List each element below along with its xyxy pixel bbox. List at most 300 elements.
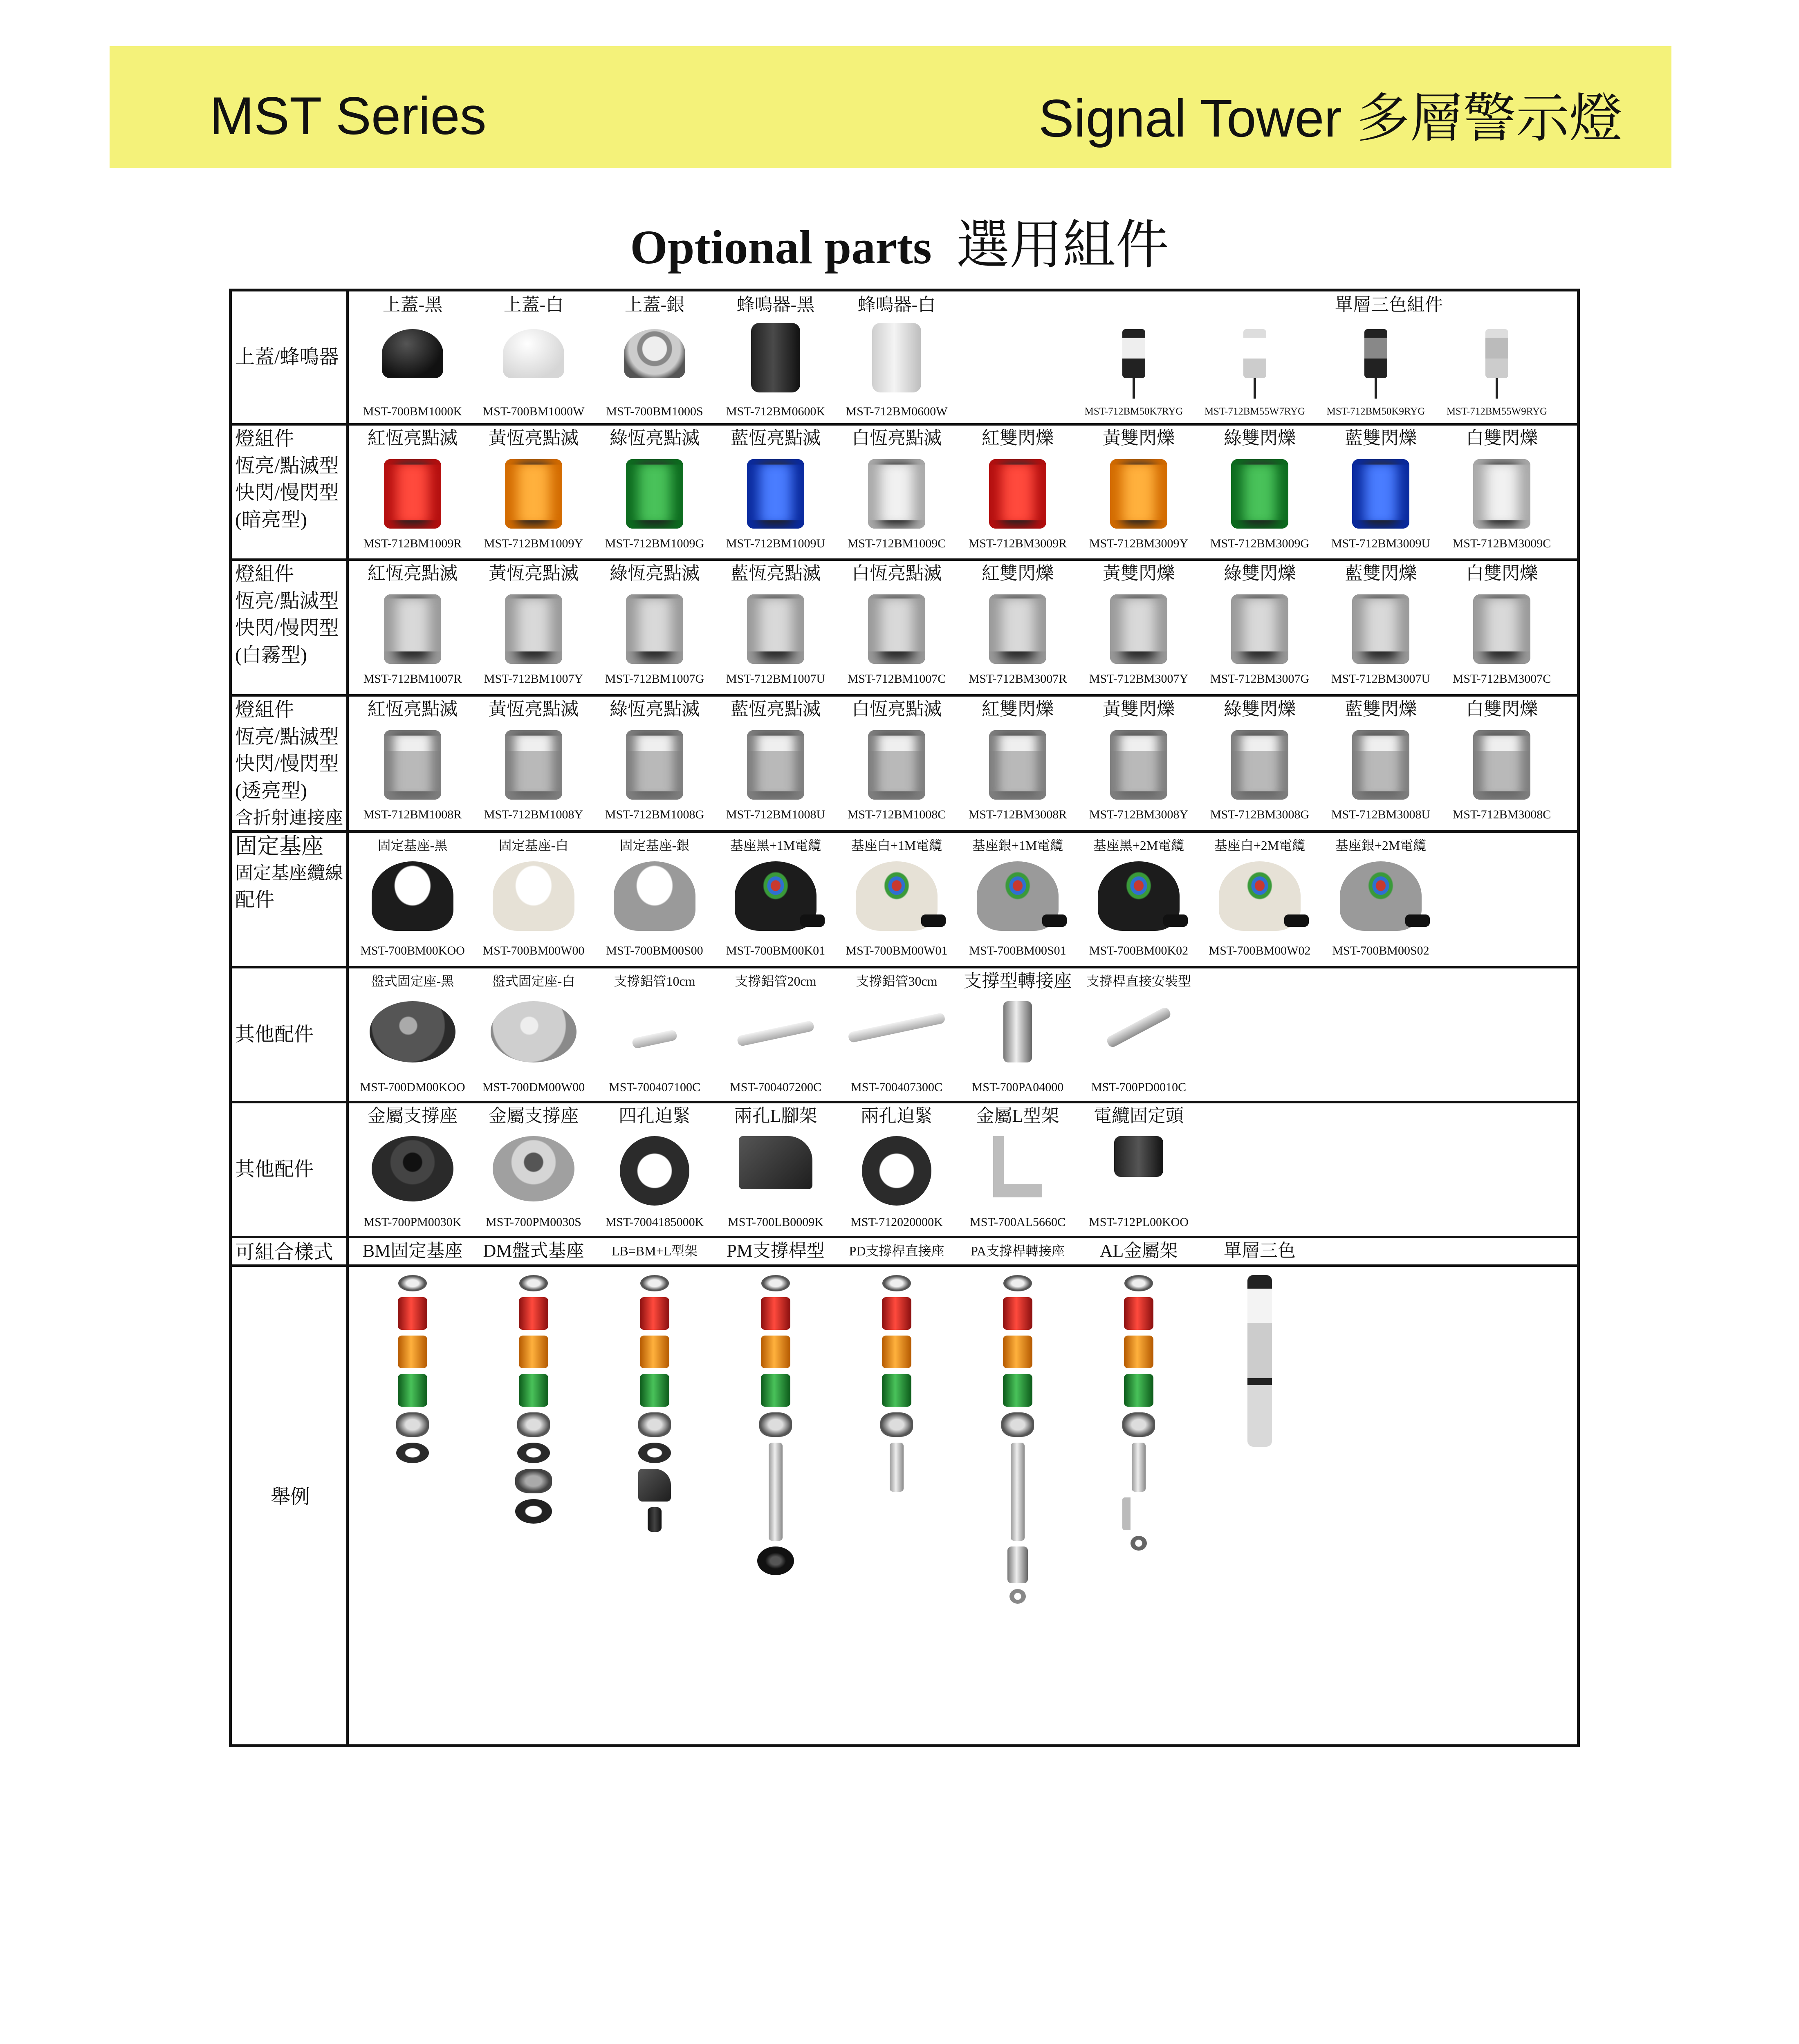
lamp-part	[474, 697, 593, 827]
assembly-layer	[396, 1412, 429, 1437]
lamp-part	[1442, 697, 1561, 827]
part-name: 盤式固定座-黑	[371, 974, 454, 988]
assembly-layer	[1003, 1297, 1032, 1330]
row-base	[232, 833, 1577, 966]
part-single-tier-1	[1074, 292, 1193, 422]
row-example	[232, 1267, 1577, 1744]
row-label-line: 燈組件	[235, 563, 294, 585]
lamp-part	[1200, 426, 1319, 556]
buzzer-black-image	[751, 323, 800, 392]
lamp-image	[505, 594, 562, 664]
part-code: MST-712BM50K9RYG	[1326, 406, 1425, 417]
part-name: 金屬L型架	[976, 1106, 1059, 1126]
part-name: 基座黑+2M電纜	[1093, 838, 1184, 853]
accessory-image	[620, 1136, 689, 1206]
accessory-image	[370, 1001, 455, 1062]
part-code: MST-712BM0600K	[726, 405, 825, 418]
part-single-tier-3	[1316, 292, 1436, 422]
part-code: MST-712BM3007C	[1452, 672, 1551, 686]
cap-silver-image	[624, 329, 685, 378]
part-code: MST-712BM3008U	[1331, 808, 1431, 821]
part-name: 藍恆亮點滅	[731, 428, 821, 448]
row-label-line: 含折射連接座	[235, 808, 343, 828]
part-code: MST-700DM00KOO	[360, 1080, 465, 1094]
example-assembly	[1122, 1275, 1155, 1551]
lamp-part	[1321, 426, 1440, 556]
row-label-line: 固定基座纜線	[235, 863, 343, 883]
part-cap-black	[353, 292, 472, 422]
assembly-layer	[640, 1275, 669, 1291]
part-name: 藍恆亮點滅	[731, 563, 821, 583]
combo-label: PD支撐桿直接座	[849, 1244, 944, 1258]
part-name: 綠恆亮點滅	[610, 428, 700, 448]
series-title: MST Series	[210, 86, 487, 146]
part-code: MST-712BM3007G	[1210, 672, 1310, 686]
part-code: MST-712PL00KOO	[1089, 1215, 1189, 1229]
lamp-part	[474, 561, 593, 692]
assembly-layer	[1124, 1374, 1153, 1407]
base-part	[837, 833, 956, 964]
part-name: 基座黑+1M電纜	[730, 838, 821, 853]
part-code: MST-712BM3009C	[1452, 537, 1551, 550]
part-code: MST-700BM00W02	[1209, 944, 1311, 957]
accessory-part	[958, 968, 1077, 1099]
buzzer-white-image	[872, 323, 921, 392]
assembly-layer	[396, 1443, 429, 1463]
part-code: MST-712BM1008U	[726, 808, 825, 821]
part-name: 白恆亮點滅	[852, 699, 942, 719]
row-label-line: 快閃/慢閃型	[235, 753, 339, 775]
example-assembly	[515, 1275, 552, 1524]
assembly-layer	[769, 1443, 783, 1541]
assembly-layer	[1003, 1374, 1032, 1407]
part-name: 基座白+2M電纜	[1214, 838, 1306, 853]
row-label: 其他配件	[235, 1159, 314, 1180]
row-combo	[232, 1238, 1577, 1264]
assembly-layer	[398, 1336, 427, 1368]
accessory-image	[372, 1136, 453, 1201]
part-name: 黃恆亮點滅	[489, 563, 579, 583]
assembly-layer	[1003, 1275, 1032, 1291]
base-part	[353, 833, 472, 964]
lamp-part	[353, 561, 472, 692]
part-code: MST-700PA04000	[971, 1080, 1064, 1094]
part-name: 黃雙閃爍	[1103, 563, 1175, 583]
part-name: 綠雙閃爍	[1224, 563, 1296, 583]
part-code: MST-700BM00S02	[1332, 944, 1429, 957]
part-buzzer-black	[716, 292, 835, 422]
part-code: MST-712BM3008C	[1452, 808, 1551, 821]
row-label: 上蓋/蜂鳴器	[235, 346, 339, 368]
accessory-part	[474, 1103, 593, 1234]
part-code: MST-700BM1000W	[482, 405, 585, 418]
accessory-part	[716, 968, 835, 1099]
lamp-part	[474, 426, 593, 556]
part-code: MST-700PM0030K	[363, 1215, 462, 1229]
row-label-line: 固定基座	[235, 834, 323, 858]
base-part	[595, 833, 714, 964]
part-name: 四孔迫緊	[619, 1106, 691, 1126]
cable-image	[800, 914, 825, 927]
assembly-layer	[519, 1374, 548, 1407]
lamp-part	[716, 697, 835, 827]
row-label-line: 恆亮/點滅型	[235, 590, 339, 612]
part-code: MST-700BM00S00	[606, 944, 703, 957]
assembly-layer	[398, 1374, 427, 1407]
cable-image	[1042, 914, 1067, 927]
lamp-part	[353, 426, 472, 556]
assembly-layer	[517, 1412, 550, 1437]
part-name: 白雙閃爍	[1466, 699, 1538, 719]
part-cap-white	[474, 292, 593, 422]
row-label-line: 燈組件	[235, 428, 294, 450]
lamp-image	[1231, 730, 1288, 800]
combo-option	[595, 1238, 714, 1263]
accessory-image	[848, 1012, 946, 1043]
lamp-part	[716, 561, 835, 692]
part-name: 基座銀+2M電纜	[1335, 838, 1427, 853]
part-name: 白恆亮點滅	[852, 563, 942, 583]
single-tier-image	[1364, 329, 1387, 378]
lamp-image	[1352, 730, 1409, 800]
lamp-image	[1473, 730, 1530, 800]
assembly-layer	[638, 1443, 671, 1463]
assembly-layer	[1247, 1275, 1272, 1447]
row-lamp-dark	[232, 426, 1577, 558]
combo-label: PM支撐桿型	[727, 1241, 825, 1261]
row-label-line: 恆亮/點滅型	[235, 726, 339, 748]
part-code: MST-712BM1009C	[847, 537, 946, 550]
accessory-part	[353, 1103, 472, 1234]
part-name: 支撐型轉接座	[964, 971, 1072, 991]
accessory-part	[716, 1103, 835, 1234]
lamp-image	[868, 459, 925, 529]
single-tier-cable	[1133, 378, 1135, 399]
accessory-part	[474, 968, 593, 1099]
part-name: 蜂鳴器-白	[857, 295, 936, 315]
part-name: 固定基座-白	[498, 838, 569, 853]
part-name: 上蓋-白	[503, 295, 564, 315]
part-code: MST-712BM1008R	[363, 808, 462, 821]
part-single-tier-2	[1195, 292, 1314, 422]
combo-option	[1200, 1238, 1319, 1263]
accessory-image	[493, 1136, 574, 1201]
part-name: 電纜固定頭	[1094, 1106, 1184, 1126]
lamp-part	[958, 697, 1077, 827]
lamp-image	[505, 459, 562, 529]
part-code: MST-712BM1007G	[605, 672, 704, 686]
part-name: 基座白+1M電纜	[851, 838, 942, 853]
row-label-line: 快閃/慢閃型	[235, 617, 339, 639]
combo-label: AL金屬架	[1099, 1241, 1178, 1261]
assembly-layer	[882, 1336, 911, 1368]
part-single-tier-4	[1437, 292, 1557, 422]
row-label	[235, 833, 345, 914]
part-name: 黃雙閃爍	[1103, 699, 1175, 719]
accessory-part	[353, 968, 472, 1099]
lamp-part	[837, 561, 956, 692]
part-name: 紅雙閃爍	[982, 428, 1054, 448]
lamp-part	[595, 561, 714, 692]
row-label	[235, 561, 345, 669]
part-name: 黃雙閃爍	[1103, 428, 1175, 448]
part-code: MST-712BM50K7RYG	[1084, 406, 1183, 417]
cable-image	[1284, 914, 1309, 927]
part-code: MST-700BM00K01	[726, 944, 825, 957]
part-name: 兩孔L腳架	[734, 1106, 817, 1126]
part-code: MST-712BM3009U	[1331, 537, 1431, 550]
part-code: MST-712BM3008G	[1210, 808, 1310, 821]
part-code: MST-7004185000K	[605, 1215, 704, 1229]
part-code: MST-712BM1009R	[363, 537, 462, 550]
lamp-image	[868, 730, 925, 800]
part-code: MST-712BM1008Y	[484, 808, 583, 821]
lamp-image	[747, 730, 804, 800]
part-code: MST-712BM1008G	[605, 808, 704, 821]
part-name: 白雙閃爍	[1466, 428, 1538, 448]
assembly-layer	[1001, 1412, 1034, 1437]
part-code: MST-712BM3007R	[968, 672, 1067, 686]
assembly-layer	[761, 1336, 790, 1368]
lamp-part	[595, 426, 714, 556]
lamp-part	[1079, 561, 1198, 692]
group-label-single-tier: 單層三色組件	[1335, 295, 1443, 315]
assembly-layer	[648, 1507, 662, 1532]
parts-table	[229, 289, 1580, 1747]
assembly-layer	[1124, 1297, 1153, 1330]
example-assembly	[880, 1275, 913, 1492]
part-code: MST-712BM3007U	[1331, 672, 1431, 686]
single-tier-image	[1243, 329, 1266, 378]
lamp-image	[1473, 459, 1530, 529]
part-code: MST-712BM3009R	[968, 537, 1067, 550]
assembly-layer	[757, 1546, 794, 1575]
part-name: 金屬支撐座	[489, 1106, 579, 1126]
assembly-layer	[519, 1275, 548, 1291]
example-assembly	[1001, 1275, 1034, 1604]
part-code: MST-700BM00S01	[969, 944, 1066, 957]
lamp-image	[747, 459, 804, 529]
row-label	[235, 697, 345, 831]
lamp-image	[1110, 459, 1167, 529]
lamp-image	[384, 594, 441, 664]
assembly-layer	[1124, 1336, 1153, 1368]
combo-option	[837, 1238, 956, 1263]
cable-image	[1163, 914, 1188, 927]
assembly-layer	[640, 1374, 669, 1407]
lamp-image	[989, 594, 1046, 664]
cable-image	[921, 914, 946, 927]
lamp-image	[1352, 459, 1409, 529]
base-image	[614, 861, 695, 931]
single-tier-cable	[1254, 378, 1256, 399]
assembly-layer	[640, 1297, 669, 1330]
accessory-part	[595, 1103, 714, 1234]
cable-image	[1405, 914, 1430, 927]
accessory-image	[739, 1136, 812, 1189]
lamp-image	[1231, 594, 1288, 664]
part-name: 藍恆亮點滅	[731, 699, 821, 719]
part-code: MST-712BM1009G	[605, 537, 704, 550]
row-label: 舉例	[270, 1486, 310, 1508]
part-code: MST-700BM00W01	[846, 944, 948, 957]
accessory-image	[736, 1020, 814, 1047]
lamp-image	[384, 730, 441, 800]
part-name: 綠雙閃爍	[1224, 428, 1296, 448]
cap-white-image	[503, 329, 564, 378]
part-code: MST-712BM3009Y	[1089, 537, 1189, 550]
row-lamp-clear	[232, 697, 1577, 830]
page-title-zh: 選用組件	[956, 216, 1169, 275]
page-title	[0, 202, 1799, 279]
assembly-layer	[882, 1275, 911, 1291]
lamp-image	[747, 594, 804, 664]
part-name: 黃恆亮點滅	[489, 428, 579, 448]
lamp-image	[505, 730, 562, 800]
lamp-image	[1352, 594, 1409, 664]
part-code: MST-712020000K	[850, 1215, 943, 1229]
part-code: MST-712BM1009U	[726, 537, 825, 550]
assembly-layer	[890, 1443, 904, 1492]
part-code: MST-700BM00K02	[1089, 944, 1189, 957]
part-name: 藍雙閃爍	[1345, 428, 1417, 448]
assembly-layer	[515, 1469, 552, 1493]
accessory-image	[1003, 1001, 1032, 1062]
accessory-part	[1079, 1103, 1198, 1234]
part-name: 藍雙閃爍	[1345, 699, 1417, 719]
lamp-image	[384, 459, 441, 529]
single-tier-cable	[1375, 378, 1377, 399]
row-other-2	[232, 1103, 1577, 1236]
lamp-part	[1200, 697, 1319, 827]
lamp-image	[1110, 730, 1167, 800]
example-assembly	[757, 1275, 794, 1575]
single-tier-cable	[1496, 378, 1498, 399]
lamp-image	[626, 594, 683, 664]
base-image	[493, 861, 574, 931]
accessory-image	[1114, 1136, 1163, 1177]
part-code: MST-700DM00W00	[482, 1080, 585, 1094]
assembly-layer	[515, 1499, 552, 1524]
part-code: MST-712BM0600W	[846, 405, 948, 418]
part-code: MST-712BM3008R	[968, 808, 1067, 821]
part-name: 支撐桿直接安裝型	[1086, 974, 1191, 988]
assembly-layer	[761, 1297, 790, 1330]
lamp-image	[626, 459, 683, 529]
lamp-image	[1473, 594, 1530, 664]
part-code: MST-700BM1000K	[363, 405, 462, 418]
part-code: MST-700PM0030S	[486, 1215, 581, 1229]
row-label-line: 燈組件	[235, 699, 294, 721]
combo-option	[1079, 1238, 1198, 1263]
part-name: 支撐鋁管30cm	[856, 974, 938, 988]
row-label	[235, 426, 345, 533]
row-label-line: (白霧型)	[235, 644, 307, 666]
lamp-image	[1231, 459, 1288, 529]
product-title: Signal Tower 多層警示燈	[1038, 88, 1622, 148]
combo-label: PA支撐桿轉接座	[971, 1244, 1065, 1258]
row-lamp-frost	[232, 561, 1577, 694]
assembly-layer	[519, 1336, 548, 1368]
part-name: 藍雙閃爍	[1345, 563, 1417, 583]
single-tier-image	[1122, 329, 1145, 378]
row-other-1	[232, 968, 1577, 1101]
part-code: MST-700LB0009K	[728, 1215, 823, 1229]
part-code: MST-700AL5660C	[970, 1215, 1065, 1229]
accessory-image	[862, 1136, 931, 1206]
part-code: MST-700BM1000S	[606, 405, 703, 418]
assembly-layer	[1131, 1536, 1147, 1551]
part-name: 支撐鋁管20cm	[735, 974, 817, 988]
part-code: MST-712BM1007R	[363, 672, 462, 686]
assembly-layer	[519, 1297, 548, 1330]
assembly-layer	[1007, 1546, 1028, 1583]
header-banner	[110, 46, 1671, 168]
accessory-part	[1079, 968, 1198, 1099]
part-code: MST-712BM3007Y	[1089, 672, 1189, 686]
part-code: MST-712BM3009G	[1210, 537, 1310, 550]
combo-label: BM固定基座	[362, 1241, 463, 1261]
part-name: 基座銀+1M電纜	[972, 838, 1063, 853]
row-label-line: (暗亮型)	[235, 509, 307, 531]
part-name: 白雙閃爍	[1466, 563, 1538, 583]
part-name: 盤式固定座-白	[492, 974, 575, 988]
row-label-line: 快閃/慢閃型	[235, 482, 339, 504]
part-cap-silver	[595, 292, 714, 422]
assembly-layer	[638, 1469, 671, 1502]
lamp-part	[595, 697, 714, 827]
assembly-layer	[882, 1374, 911, 1407]
combo-label: DM盤式基座	[483, 1241, 584, 1261]
part-code: MST-712BM55W9RYG	[1446, 406, 1548, 417]
lamp-part	[1442, 561, 1561, 692]
assembly-layer	[398, 1275, 427, 1291]
base-part	[474, 833, 593, 964]
lamp-image	[626, 730, 683, 800]
combo-option	[958, 1238, 1077, 1263]
combo-label: 單層三色	[1224, 1241, 1296, 1261]
assembly-layer	[1124, 1275, 1153, 1291]
assembly-layer	[1003, 1336, 1032, 1368]
assembly-layer	[1132, 1443, 1146, 1492]
part-code: MST-712BM1009Y	[484, 537, 583, 550]
accessory-part	[958, 1103, 1077, 1234]
assembly-layer	[398, 1297, 427, 1330]
base-part	[1079, 833, 1198, 964]
part-name: 白恆亮點滅	[852, 428, 942, 448]
part-code: MST-712BM1008C	[847, 808, 946, 821]
assembly-layer	[880, 1412, 913, 1437]
lamp-part	[958, 561, 1077, 692]
combo-option	[716, 1238, 835, 1263]
combo-label: LB=BM+L型架	[611, 1244, 698, 1258]
part-code: MST-712BM3008Y	[1089, 808, 1189, 821]
lamp-part	[1321, 697, 1440, 827]
row-label-line: 恆亮/點滅型	[235, 455, 339, 477]
part-code: MST-712BM1007C	[847, 672, 946, 686]
part-name: 綠雙閃爍	[1224, 699, 1296, 719]
part-name: 固定基座-銀	[619, 838, 690, 853]
assembly-layer	[761, 1374, 790, 1407]
part-code: MST-700PD0010C	[1091, 1080, 1187, 1094]
accessory-part	[837, 1103, 956, 1234]
assembly-layer	[1122, 1412, 1155, 1437]
part-name: 紅恆亮點滅	[368, 428, 458, 448]
accessory-image	[631, 1029, 677, 1049]
part-code: MST-712BM1007Y	[484, 672, 583, 686]
assembly-layer	[1122, 1497, 1155, 1530]
part-name: 固定基座-黑	[377, 838, 448, 853]
